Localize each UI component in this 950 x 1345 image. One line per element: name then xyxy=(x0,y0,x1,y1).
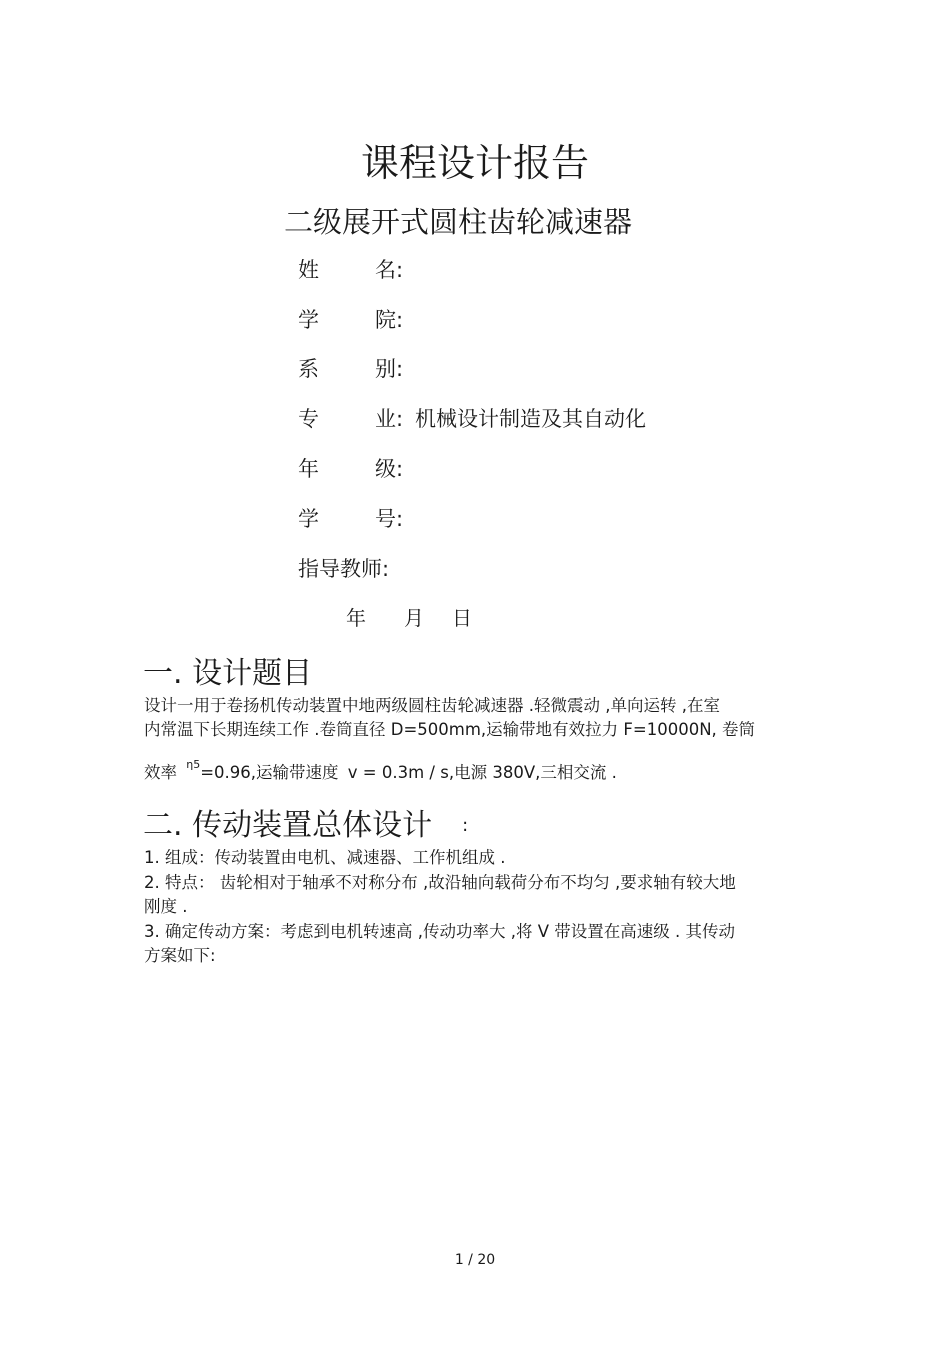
section-2-heading xyxy=(143,800,468,844)
info-label: 学 xyxy=(298,507,319,531)
info-label: 级: xyxy=(375,457,404,481)
info-label: 专 xyxy=(298,407,319,431)
info-value: 机械设计制造及其自动化 xyxy=(415,407,646,431)
info-row-name xyxy=(298,254,422,284)
advisor-label: 指导教师: xyxy=(298,557,390,581)
date-day: 日 xyxy=(452,606,472,630)
efficiency-label: 效率 xyxy=(144,763,177,782)
section-1-line-1: 设计一用于卷扬机传动装置中地两级圆柱齿轮减速器 .轻微震动 ,单向运转 ,在室 xyxy=(144,696,720,715)
info-label: 别: xyxy=(375,357,404,381)
info-row-advisor xyxy=(298,553,389,583)
date-year: 年 xyxy=(346,606,366,630)
info-label: 院: xyxy=(375,308,404,332)
power-supply-text: ,电源 380V,三相交流 . xyxy=(448,763,617,782)
info-label: 姓 xyxy=(298,258,319,282)
section-2-item-2-line-2: 刚度 . xyxy=(144,897,188,916)
section-2-item-3-line-1: 3. 确定传动方案：考虑到电机转速高 ,传动功率大 ,将 V 带设置在高速级 . 其传动 xyxy=(144,922,735,941)
belt-speed-formula: v = 0.3m / s xyxy=(347,763,449,782)
section-2-item-2-line-1: 2. 特点： 齿轮相对于轴承不对称分布 ,故沿轴向载荷分布不均匀 ,要求轴有较大地 xyxy=(144,873,736,892)
info-row-major xyxy=(298,403,646,433)
report-title: 课程设计报告 xyxy=(360,141,589,185)
report-subtitle: 二级展开式圆柱齿轮减速器 xyxy=(283,205,632,239)
info-label: 年 xyxy=(298,457,319,481)
info-row-college xyxy=(298,304,422,334)
info-row-grade xyxy=(298,453,422,483)
info-label: 学 xyxy=(298,308,319,332)
page-number: 1 / 20 xyxy=(454,1252,496,1268)
info-label: 业: xyxy=(375,407,404,431)
date-line xyxy=(346,602,472,631)
info-row-student-id xyxy=(298,503,422,533)
section-2-item-1: 1. 组成：传动装置由电机、减速器、工作机组成 . xyxy=(144,848,506,867)
date-month: 月 xyxy=(404,606,424,630)
info-row-department xyxy=(298,353,422,383)
section-1-line-3 xyxy=(144,759,617,783)
info-label: 名: xyxy=(375,258,404,282)
eta-symbol: η5 xyxy=(186,758,201,771)
section-1-line-2: 内常温下长期连续工作 .卷筒直径 D=500mm,运输带地有效拉力 F=10000N, 卷筒 xyxy=(144,720,756,739)
efficiency-value: =0.96,运输带速度 xyxy=(200,763,339,782)
section-2-item-3-line-2: 方案如下: xyxy=(144,946,216,965)
section-1-heading: 一. 设计题目 xyxy=(143,656,313,691)
info-label: 号: xyxy=(375,507,404,531)
section-2-heading-colon: : xyxy=(462,815,469,836)
info-label: 系 xyxy=(298,357,319,381)
section-2-heading-text: 二. 传动装置总体设计 xyxy=(143,808,433,843)
